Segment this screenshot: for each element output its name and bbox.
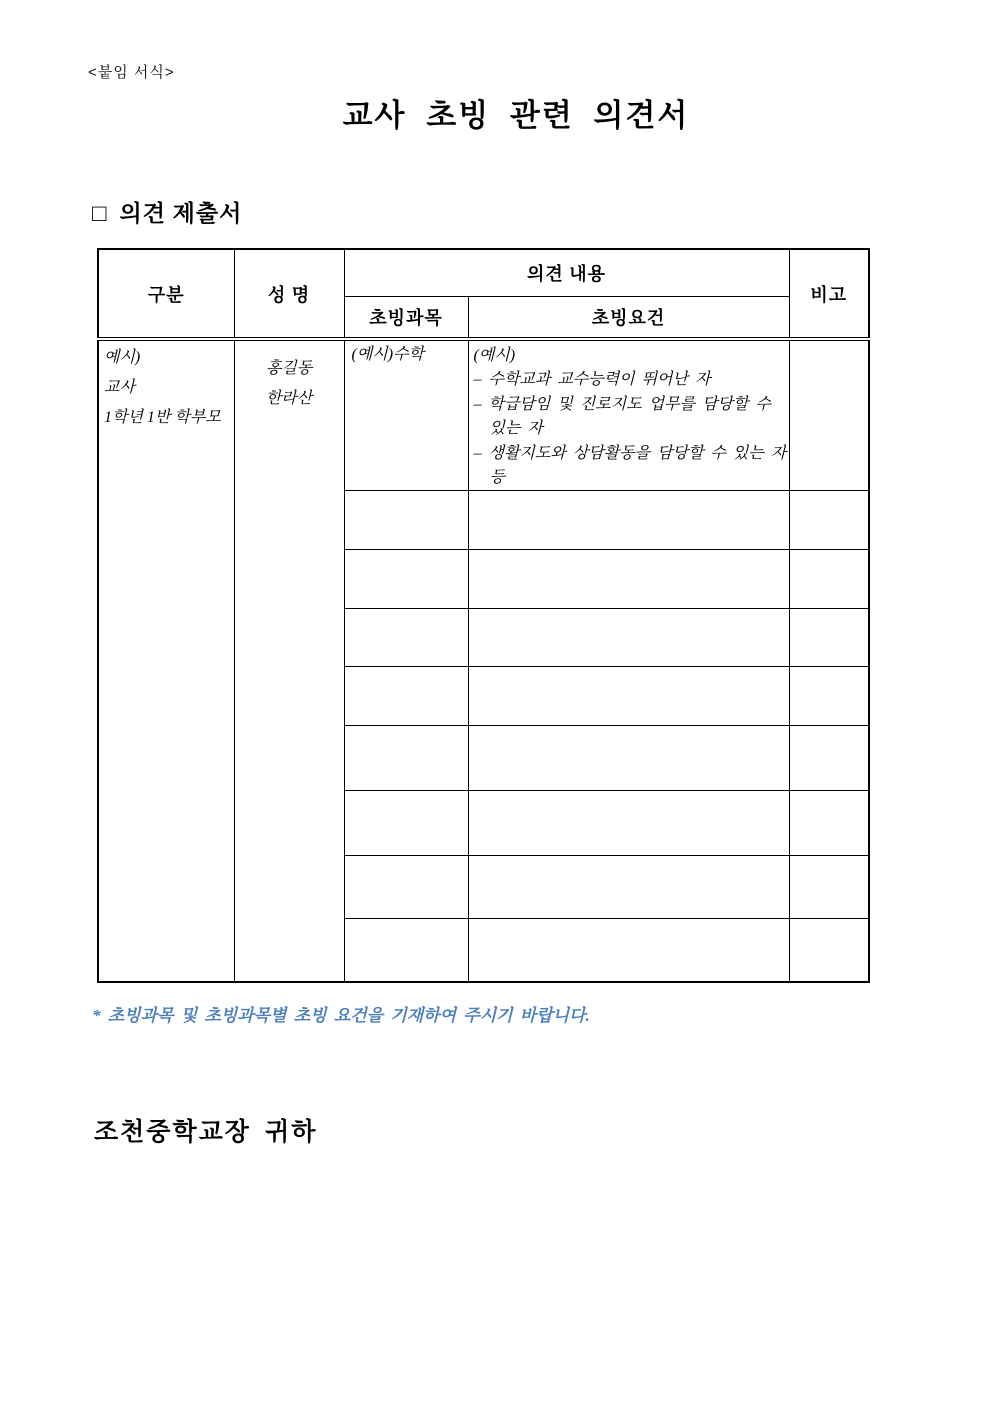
requirement-cell-empty: [468, 726, 789, 791]
subject-cell-empty: [344, 919, 468, 982]
name-cell: [234, 339, 344, 982]
requirement-item-1: – 수학교과 교수능력이 뛰어난 자: [473, 371, 711, 389]
requirement-cell-empty: [468, 919, 789, 982]
checkbox-square-icon: □: [92, 201, 108, 227]
subject-cell-empty: [344, 791, 468, 856]
note-cell-empty: [789, 726, 869, 791]
section-heading: [92, 195, 242, 228]
category-cell: [98, 339, 234, 982]
note-cell: [789, 339, 869, 491]
requirement-example-label: (예시): [473, 347, 516, 364]
note-cell-empty: [789, 550, 869, 609]
addressee-line: 조천중학교장 귀하: [94, 1119, 318, 1146]
category-line-parent: 1학년 1반 학부모: [104, 409, 221, 426]
requirement-item-3: – 생활지도와 상담활동을 담당할 수 있는 자 등: [473, 444, 787, 487]
column-header-invited-subject: 초빙과목: [344, 296, 468, 339]
footnote-instruction: * 초빙과목 및 초빙과목별 초빙 요건을 기재하여 주시기 바랍니다.: [92, 1006, 590, 1025]
requirement-cell-empty: [468, 791, 789, 856]
requirement-cell: [468, 339, 789, 491]
name-line-2: 한라산: [265, 390, 313, 407]
section-heading-label: 의견 제출서: [119, 201, 243, 226]
column-header-name: 성 명: [234, 249, 344, 339]
category-example-label: 예시): [104, 349, 141, 366]
column-header-invitation-requirement: 초빙요건: [468, 296, 789, 339]
requirement-cell-empty: [468, 667, 789, 726]
page-title: 교사 초빙 관련 의견서: [342, 98, 690, 133]
requirement-cell-empty: [468, 550, 789, 609]
attachment-form-label: <붙임 서식>: [88, 64, 175, 81]
note-cell-empty: [789, 919, 869, 982]
requirement-item-2: – 학급담임 및 진로지도 업무를 담당할 수 있는 자: [473, 395, 771, 438]
note-cell-empty: [789, 491, 869, 550]
requirement-cell-empty: [468, 609, 789, 667]
requirement-cell-empty: [468, 856, 789, 919]
note-cell-empty: [789, 667, 869, 726]
column-header-category: 구분: [98, 249, 234, 339]
note-cell-empty: [789, 856, 869, 919]
requirement-cell-empty: [468, 491, 789, 550]
column-header-opinion-content: 의견 내용: [344, 249, 789, 296]
column-header-note: 비고: [789, 249, 869, 339]
note-cell-empty: [789, 609, 869, 667]
opinion-table: [97, 248, 870, 983]
subject-cell: (예시)수학: [344, 339, 468, 491]
subject-cell-empty: [344, 550, 468, 609]
note-cell-empty: [789, 791, 869, 856]
subject-cell-empty: [344, 491, 468, 550]
table-row-example: [98, 339, 869, 491]
subject-cell-empty: [344, 856, 468, 919]
subject-cell-empty: [344, 726, 468, 791]
subject-cell-empty: [344, 609, 468, 667]
subject-cell-empty: [344, 667, 468, 726]
name-line-1: 홍길동: [265, 360, 313, 377]
category-line-teacher: 교사: [104, 379, 135, 396]
